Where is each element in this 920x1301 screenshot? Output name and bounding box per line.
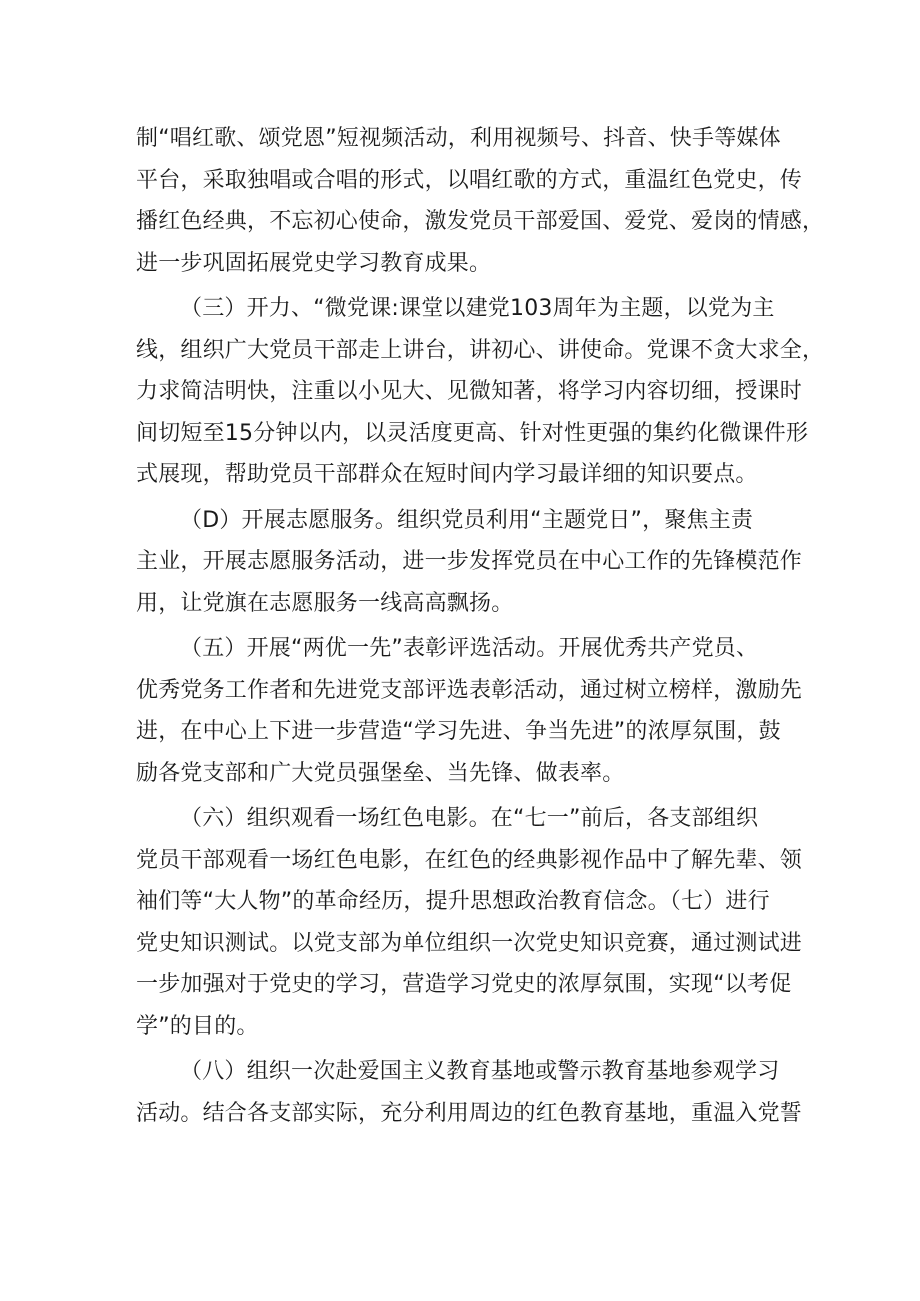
text-line: 播红色经典，不忘初心使命，激发党员干部爱国、爱党、爱岗的情感， <box>136 209 825 234</box>
paragraph-volunteer-service <box>136 500 803 625</box>
text-line: 进，在中心上下进一步营造“学习先进、争当先进”的浓厚氛围，鼓 <box>136 719 781 744</box>
text-line: 袖们等“大人物”的革命经历，提升思想政治教育信念。（七）进行 <box>136 889 770 914</box>
text-line: 制“唱红歌、颂党恩”短视频活动，利用视频号、抖音、快手等媒体 <box>136 126 781 151</box>
text-line: 党员干部观看一场红色电影，在红色的经典影视作品中了解先辈、领 <box>136 847 803 873</box>
text-line: （D）开展志愿服务。组织党员利用“主题党日”，聚焦主责 <box>180 507 754 533</box>
paragraph-red-film <box>136 798 803 1047</box>
text-line: 励各党支部和广大党员强堡垒、当先锋、做表率。 <box>136 760 625 786</box>
text-line: 党史知识测试。以党支部为单位组织一次党史知识竞赛，通过测试进 <box>136 930 803 956</box>
text-line: （五）开展“两优一先”表彰评选活动。开展优秀共产党员、 <box>180 636 759 661</box>
text-line: 主业，开展志愿服务活动，进一步发挥党员在中心工作的先锋模范作 <box>136 549 803 574</box>
paragraph-micro-party-class <box>136 288 825 496</box>
text-line: 平台，采取独唱或合唱的形式，以唱红歌的方式，重温红色党史，传 <box>136 167 803 193</box>
paragraph-education-base-visit <box>136 1051 803 1134</box>
text-line: 间切短至15分钟以内，以灵活度更高、针对性更强的集约化微课件形 <box>136 420 809 446</box>
text-line: 式展现，帮助党员干部群众在短时间内学习最详细的知识要点。 <box>136 462 758 487</box>
text-line: 力求简洁明快，注重以小见大、见微知著，将学习内容切细，授课时 <box>136 379 803 404</box>
paragraph-video-activity <box>136 118 825 284</box>
text-line: （三）开力、“微党课:课堂以建党103周年为主题，以党为主 <box>180 296 775 321</box>
paragraph-commendation <box>136 628 803 794</box>
text-line: 活动。结合各支部实际，充分利用周边的红色教育基地，重温入党誓 <box>136 1100 803 1126</box>
text-line: 线，组织广大党员干部走上讲台，讲初心、讲使命。党课不贪大求全， <box>136 337 825 363</box>
text-line: （八）组织一次赴爱国主义教育基地或警示教育基地参观学习 <box>180 1059 780 1084</box>
text-line: 一步加强对于党史的学习，营造学习党史的浓厚氛围，实现“以考促 <box>136 972 792 997</box>
text-line: 优秀党务工作者和先进党支部评选表彰活动，通过树立榜样，激励先 <box>136 677 803 703</box>
text-line: （六）组织观看一场红色电影。在“七一”前后，各支部组织 <box>180 806 759 831</box>
text-line: 进一步巩固拓展党史学习教育成果。 <box>136 250 492 276</box>
text-line: 学”的目的。 <box>136 1013 259 1039</box>
text-line: 用，让党旗在志愿服务一线高高飘扬。 <box>136 590 514 616</box>
document-body <box>136 118 825 1138</box>
